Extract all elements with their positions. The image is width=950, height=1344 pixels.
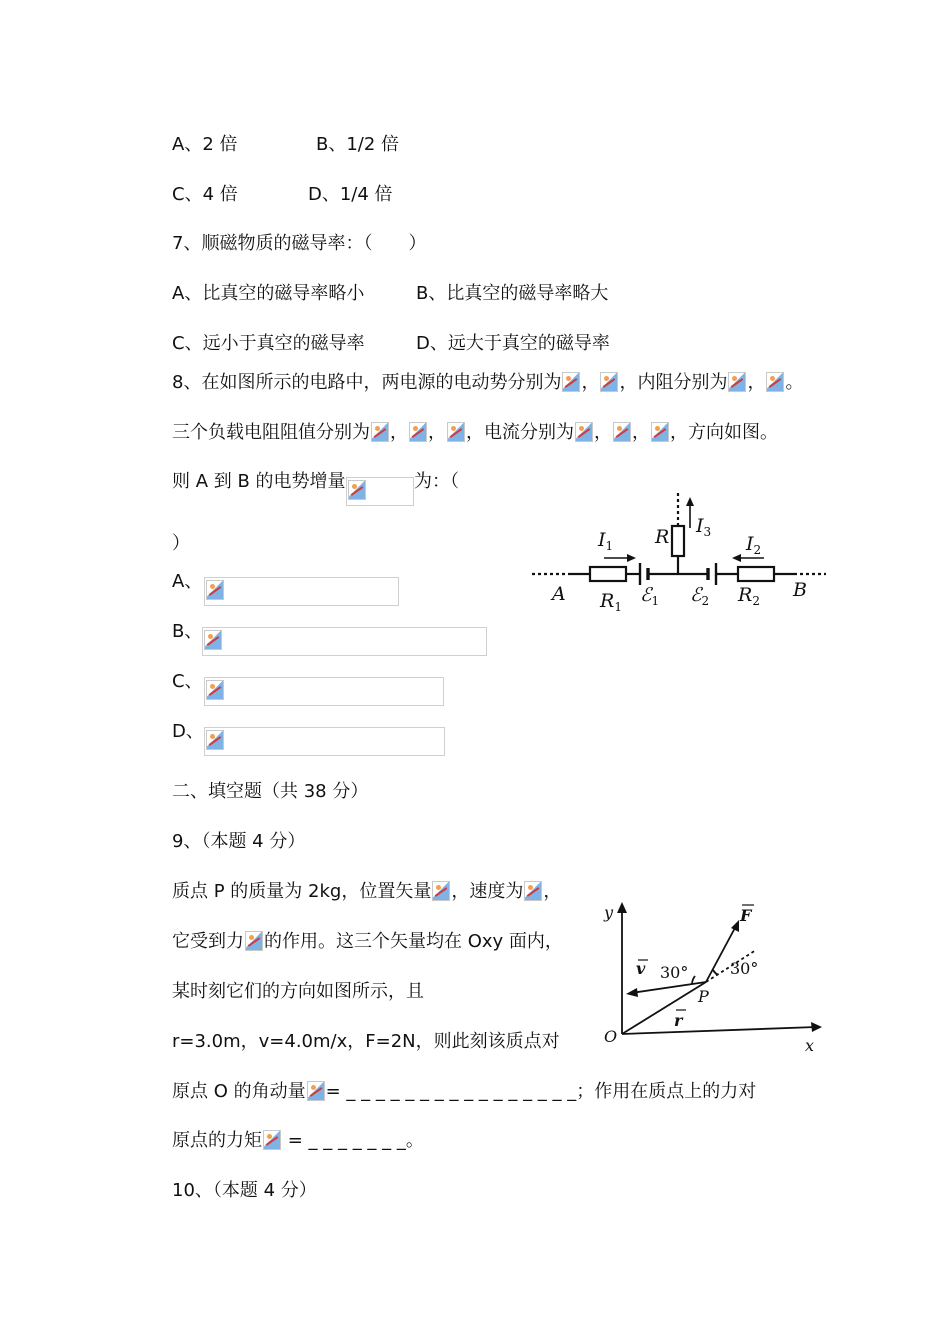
broken-image-icon: [600, 372, 618, 392]
q8-option-c-label: C、: [172, 671, 203, 692]
q9-heading: 9、（本题 4 分）: [172, 831, 306, 852]
broken-image-icon: [728, 372, 746, 392]
broken-image-icon: [562, 372, 580, 392]
q8-option-b-image: [202, 627, 487, 656]
broken-image-icon: [263, 1130, 281, 1150]
q10-heading: 10、（本题 4 分）: [172, 1180, 317, 1201]
q8-option-d-image: [204, 727, 445, 756]
q8-text: ，内阻分别为: [619, 372, 728, 393]
circuit-label-a: A: [552, 583, 566, 605]
axis-label-x: x: [805, 1036, 815, 1055]
vector-label-f: F: [740, 906, 752, 925]
q8-text: ，: [581, 372, 600, 393]
vector-label-r: r: [674, 1011, 683, 1030]
broken-image-icon: [206, 730, 224, 750]
q8-option-d-label: D、: [172, 721, 204, 742]
vector-label-v: v: [636, 959, 646, 978]
broken-image-icon: [371, 422, 389, 442]
q7-option-b: B、比真空的磁导率略大: [416, 283, 609, 304]
q9-text: 原点 O 的角动量: [172, 1081, 306, 1102]
q8-text: ，: [594, 422, 612, 443]
q7-option-d: D、远大于真空的磁导率: [416, 333, 610, 354]
q8-text: 8、在如图所示的电路中，两电源的电动势分别为: [172, 372, 562, 393]
q8-option-a-label: A、: [172, 571, 203, 592]
q9-text: 质点 P 的质量为 2kg，位置矢量: [172, 881, 432, 902]
q8-text: ，: [390, 422, 408, 443]
broken-image-icon: [613, 422, 631, 442]
broken-image-icon: [409, 422, 427, 442]
q7-option-a: A、比真空的磁导率略小: [172, 283, 365, 304]
q9-text: 原点的力矩: [172, 1130, 262, 1151]
q9-text: ，: [543, 881, 562, 902]
q6-option-d: D、1/4 倍: [308, 184, 393, 205]
circuit-label-b: B: [793, 579, 807, 601]
circuit-label-r1: $R_1$: [600, 590, 622, 613]
q9-line-1: [172, 880, 561, 904]
angle-label-2: 30°: [730, 959, 759, 978]
q8-option-b-label: B、: [172, 621, 203, 642]
q8-option-c-image: [204, 677, 444, 706]
axis-label-y: y: [604, 903, 614, 922]
q8-line-2: [172, 421, 778, 445]
q8-option-a-image: [204, 577, 399, 606]
q8-text: ，电流分别为: [466, 422, 574, 443]
broken-image-icon: [575, 422, 593, 442]
q9-text: ，速度为: [451, 881, 524, 902]
q9-line-2: [172, 930, 563, 954]
q8-text: 。: [785, 372, 804, 393]
broken-image-icon: [432, 881, 450, 901]
circuit-label-e1: ℰ$_1$: [640, 584, 660, 608]
broken-image-icon: [447, 422, 465, 442]
q9-text: = _ _ _ _ _ _ _ _ _ _ _ _ _ _ _ _；作用在质点上的力对: [325, 1081, 757, 1102]
broken-image-icon: [524, 881, 542, 901]
q9-text: 它受到力: [172, 931, 244, 952]
circuit-diagram: [528, 488, 830, 613]
broken-image-icon: [245, 931, 263, 951]
q8-close-paren: ）: [172, 533, 190, 554]
circuit-label-i1: $I_1$: [598, 529, 614, 553]
q6-option-c: C、4 倍: [172, 184, 238, 205]
q8-formula-image: [346, 477, 414, 506]
circuit-label-e2: ℰ$_2$: [690, 584, 710, 608]
q8-text: ，: [632, 422, 650, 443]
q9-line-5: [172, 1080, 756, 1104]
q8-line-3: 则 A 到 B 的电势增量: [172, 471, 346, 492]
circuit-label-i2: $I_2$: [746, 533, 762, 557]
q6-option-b: B、1/2 倍: [316, 134, 400, 155]
q9-text: = _ _ _ _ _ _ _。: [282, 1130, 424, 1151]
q8-text: ，: [428, 422, 446, 443]
broken-image-icon: [206, 580, 224, 600]
broken-image-icon: [206, 680, 224, 700]
broken-image-icon: [651, 422, 669, 442]
q7-option-c: C、远小于真空的磁导率: [172, 333, 365, 354]
q8-text: ，: [747, 372, 766, 393]
q8-line-1: [172, 371, 803, 395]
broken-image-icon: [307, 1081, 325, 1101]
broken-image-icon: [348, 480, 366, 500]
q9-line-6: [172, 1129, 424, 1153]
q9-line-4: r=3.0m，v=4.0m/x，F=2N，则此刻该质点对: [172, 1031, 560, 1052]
broken-image-icon: [204, 630, 222, 650]
q8-text: 三个负载电阻阻值分别为: [172, 422, 370, 443]
q8-text: 为：（: [414, 471, 459, 492]
q9-text: 的作用。这三个矢量均在 Oxy 面内，: [264, 931, 563, 952]
circuit-label-r2: $R_2$: [738, 584, 760, 608]
broken-image-icon: [766, 372, 784, 392]
q9-line-3: 某时刻它们的方向如图所示，且: [172, 981, 424, 1002]
q8-text: ，方向如图。: [670, 422, 778, 443]
q6-option-a: A、2 倍: [172, 134, 238, 155]
vector-diagram: [598, 896, 824, 1058]
point-label-p: P: [698, 987, 709, 1006]
section-title: 二、填空题（共 38 分）: [172, 781, 369, 802]
angle-label-1: 30°: [660, 963, 689, 982]
circuit-label-r: R: [655, 526, 670, 548]
origin-label: O: [604, 1027, 618, 1046]
circuit-label-i3: $I_3$: [696, 515, 712, 539]
q7-stem: 7、顺磁物质的磁导率：（ ）: [172, 233, 427, 254]
